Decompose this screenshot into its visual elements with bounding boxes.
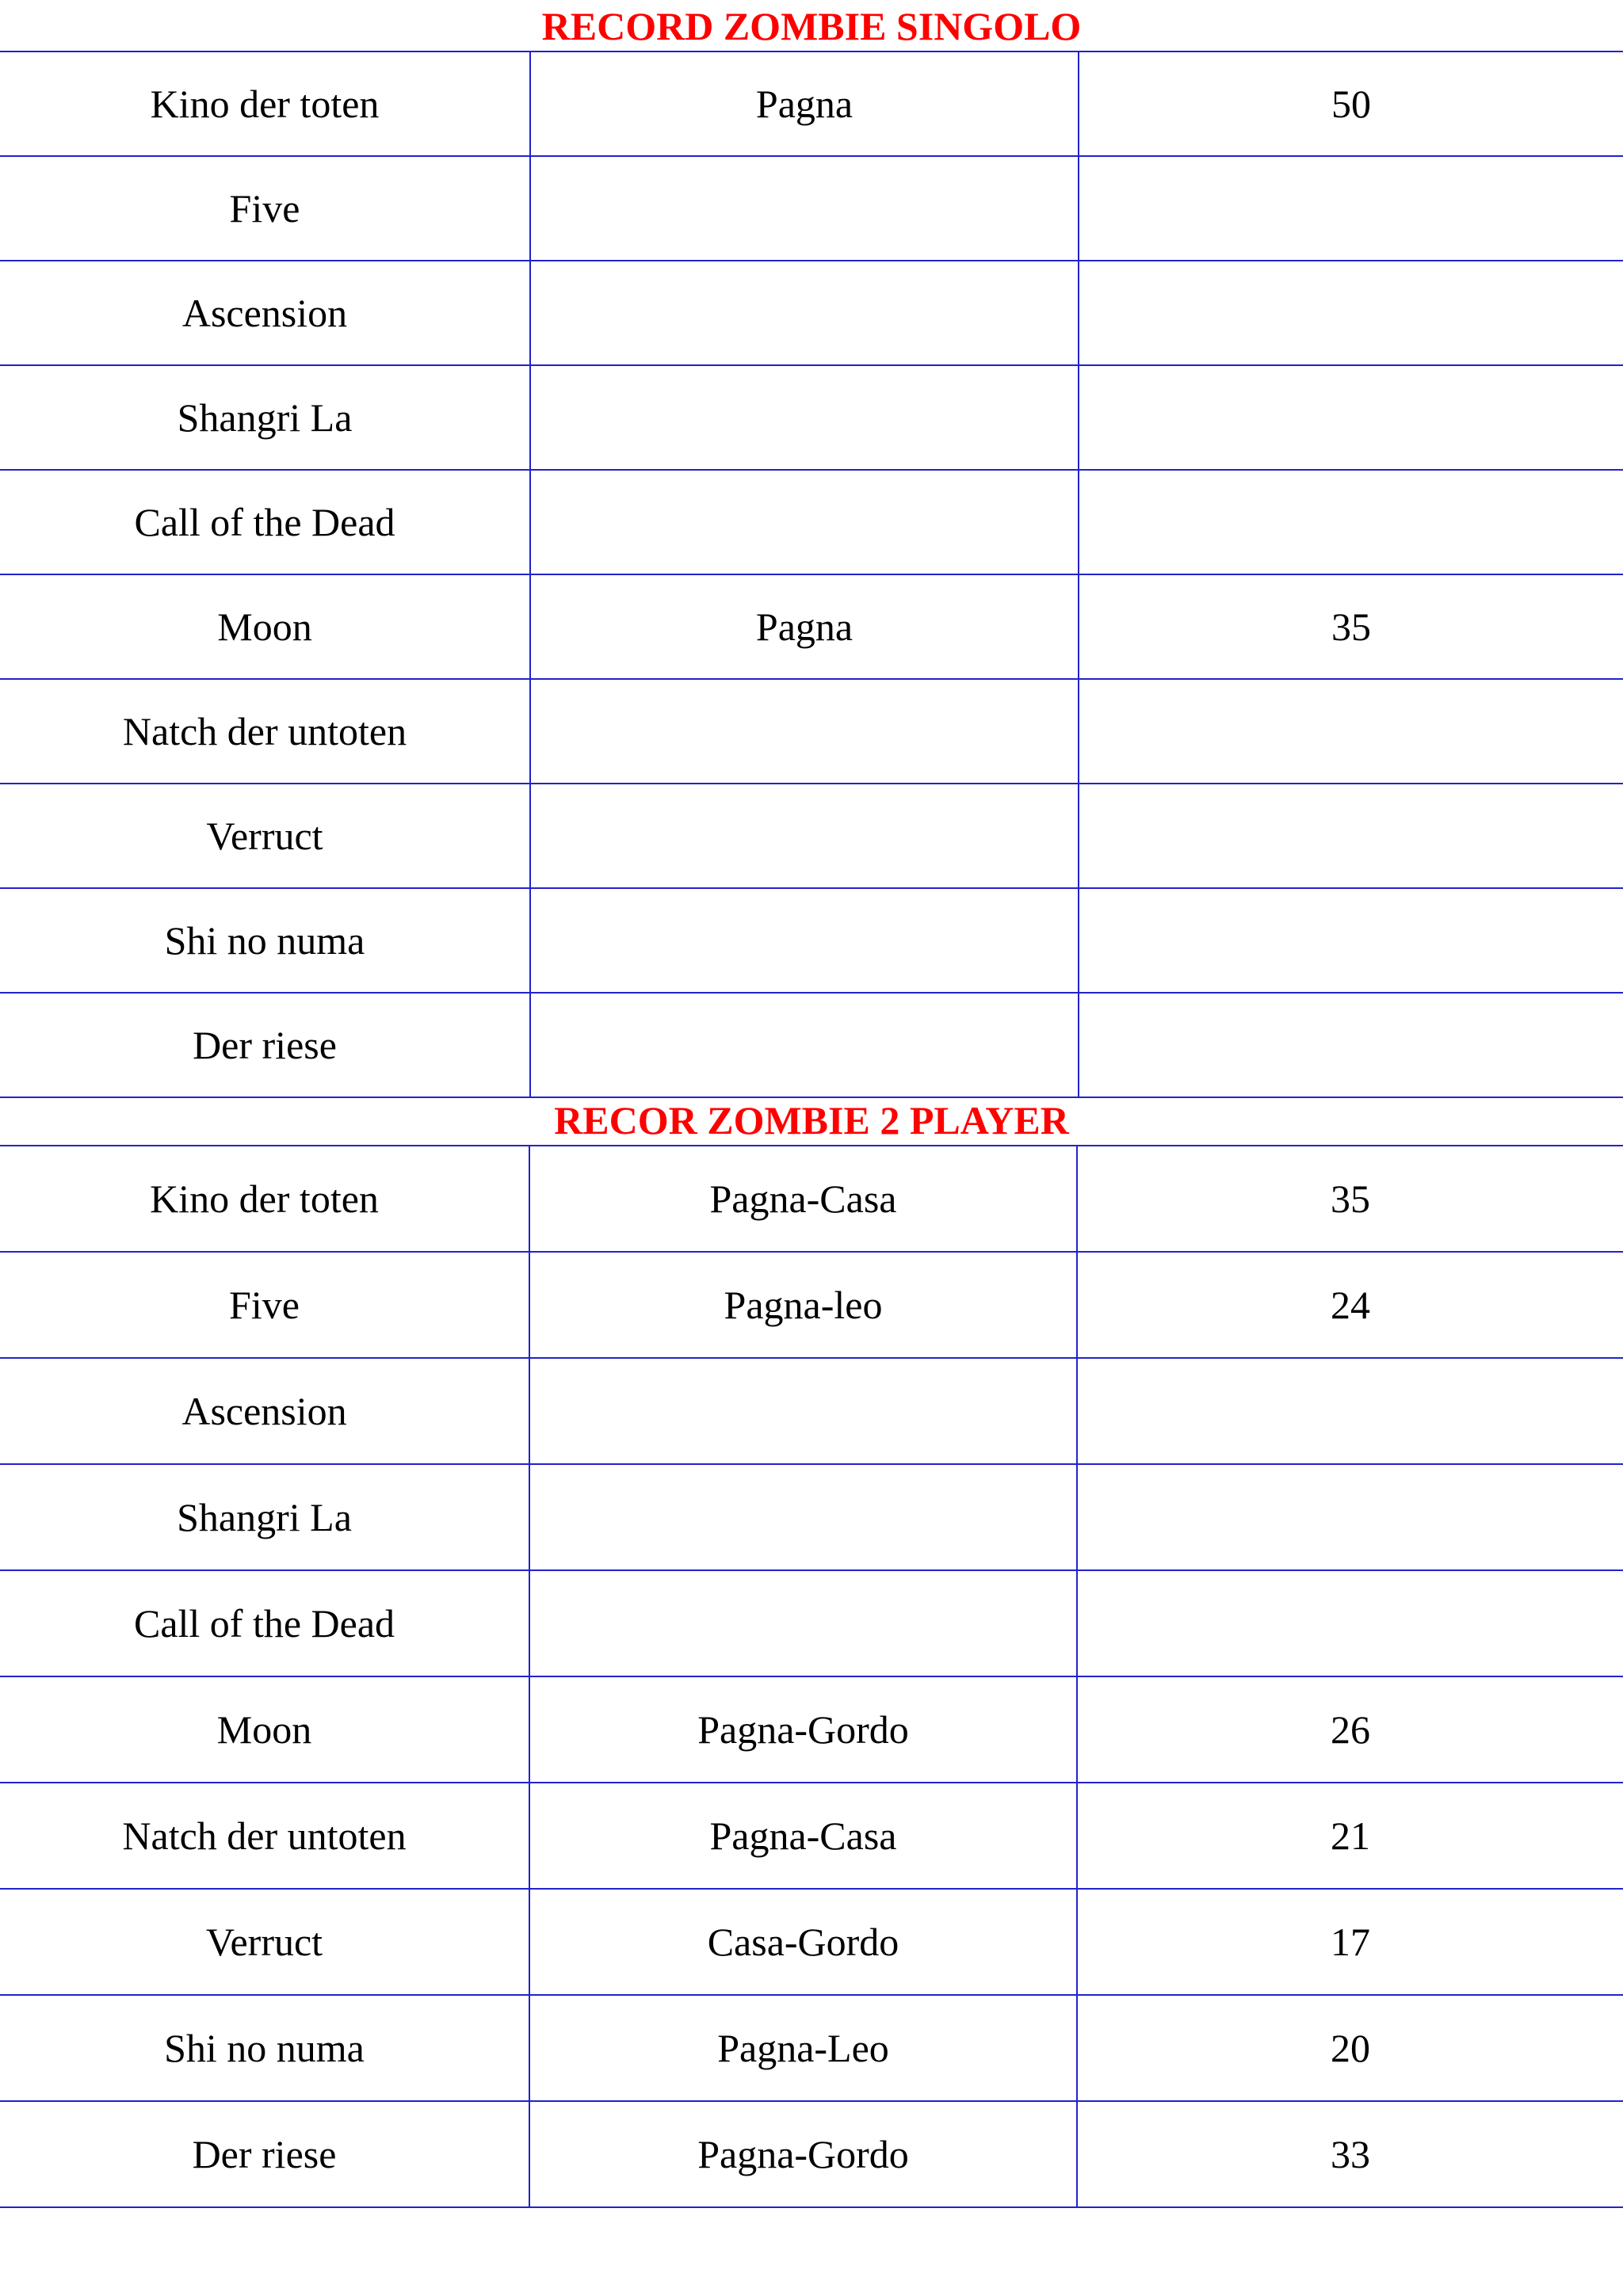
map-cell: Kino der toten <box>0 1146 529 1252</box>
round-cell: 35 <box>1079 574 1623 679</box>
map-cell: Ascension <box>0 261 530 365</box>
players-cell <box>529 1358 1077 1464</box>
map-cell: Five <box>0 1252 529 1358</box>
table-row <box>0 993 1623 1097</box>
map-cell: Moon <box>0 1676 529 1783</box>
table-row <box>0 51 1623 156</box>
table-row <box>0 470 1623 574</box>
round-cell <box>1079 261 1623 365</box>
round-cell <box>1077 1464 1623 1570</box>
table-row <box>0 1464 1623 1570</box>
players-cell <box>530 679 1079 784</box>
map-cell: Moon <box>0 574 530 679</box>
map-cell: Verruct <box>0 784 530 888</box>
players-cell: Pagna-Casa <box>529 1146 1077 1252</box>
round-cell: 24 <box>1077 1252 1623 1358</box>
map-cell: Five <box>0 156 530 261</box>
round-cell <box>1079 365 1623 470</box>
section-title-singolo: RECORD ZOMBIE SINGOLO <box>541 4 1082 48</box>
round-cell <box>1079 156 1623 261</box>
table-row <box>0 1995 1623 2101</box>
players-cell: Pagna <box>530 574 1079 679</box>
map-cell: Shangri La <box>0 365 530 470</box>
players-cell <box>530 261 1079 365</box>
map-cell: Shangri La <box>0 1464 529 1570</box>
round-cell: 35 <box>1077 1146 1623 1252</box>
map-cell: Kino der toten <box>0 51 530 156</box>
table-row <box>0 574 1623 679</box>
map-cell: Ascension <box>0 1358 529 1464</box>
table-row <box>0 1889 1623 1995</box>
round-cell <box>1079 784 1623 888</box>
table-row <box>0 1252 1623 1358</box>
table-row <box>0 888 1623 993</box>
players-cell: Pagna-Casa <box>529 1783 1077 1889</box>
round-cell: 50 <box>1079 51 1623 156</box>
map-cell: Verruct <box>0 1889 529 1995</box>
round-cell <box>1079 993 1623 1097</box>
round-cell: 17 <box>1077 1889 1623 1995</box>
players-cell: Pagna-Gordo <box>529 1676 1077 1783</box>
players-cell: Pagna-leo <box>529 1252 1077 1358</box>
table-row <box>0 1783 1623 1889</box>
map-cell: Call of the Dead <box>0 1570 529 1676</box>
table-row <box>0 365 1623 470</box>
table-row <box>0 1676 1623 1783</box>
players-cell: Pagna <box>530 51 1079 156</box>
table-row <box>0 261 1623 365</box>
records-table-2-player <box>0 1145 1623 2208</box>
table-row <box>0 784 1623 888</box>
round-cell <box>1077 1570 1623 1676</box>
table-row <box>0 156 1623 261</box>
map-cell: Der riese <box>0 2101 529 2207</box>
players-cell: Pagna-Leo <box>529 1995 1077 2101</box>
table-row <box>0 679 1623 784</box>
map-cell: Shi no numa <box>0 888 530 993</box>
round-cell: 21 <box>1077 1783 1623 1889</box>
round-cell <box>1079 888 1623 993</box>
players-cell <box>530 888 1079 993</box>
players-cell <box>530 993 1079 1097</box>
map-cell: Call of the Dead <box>0 470 530 574</box>
players-cell: Pagna-Gordo <box>529 2101 1077 2207</box>
map-cell: Shi no numa <box>0 1995 529 2101</box>
table-row <box>0 2101 1623 2207</box>
players-cell <box>529 1570 1077 1676</box>
players-cell <box>529 1464 1077 1570</box>
section-title-2-player: RECOR ZOMBIE 2 PLAYER <box>554 1098 1069 1142</box>
map-cell: Natch der untoten <box>0 1783 529 1889</box>
records-table-singolo <box>0 51 1623 1098</box>
players-cell <box>530 470 1079 574</box>
round-cell: 20 <box>1077 1995 1623 2101</box>
players-cell: Casa-Gordo <box>529 1889 1077 1995</box>
round-cell: 33 <box>1077 2101 1623 2207</box>
players-cell <box>530 365 1079 470</box>
map-cell: Natch der untoten <box>0 679 530 784</box>
players-cell <box>530 156 1079 261</box>
table-row <box>0 1358 1623 1464</box>
round-cell <box>1079 679 1623 784</box>
players-cell <box>530 784 1079 888</box>
round-cell <box>1077 1358 1623 1464</box>
round-cell: 26 <box>1077 1676 1623 1783</box>
map-cell: Der riese <box>0 993 530 1097</box>
table-row <box>0 1570 1623 1676</box>
table-row <box>0 1146 1623 1252</box>
round-cell <box>1079 470 1623 574</box>
